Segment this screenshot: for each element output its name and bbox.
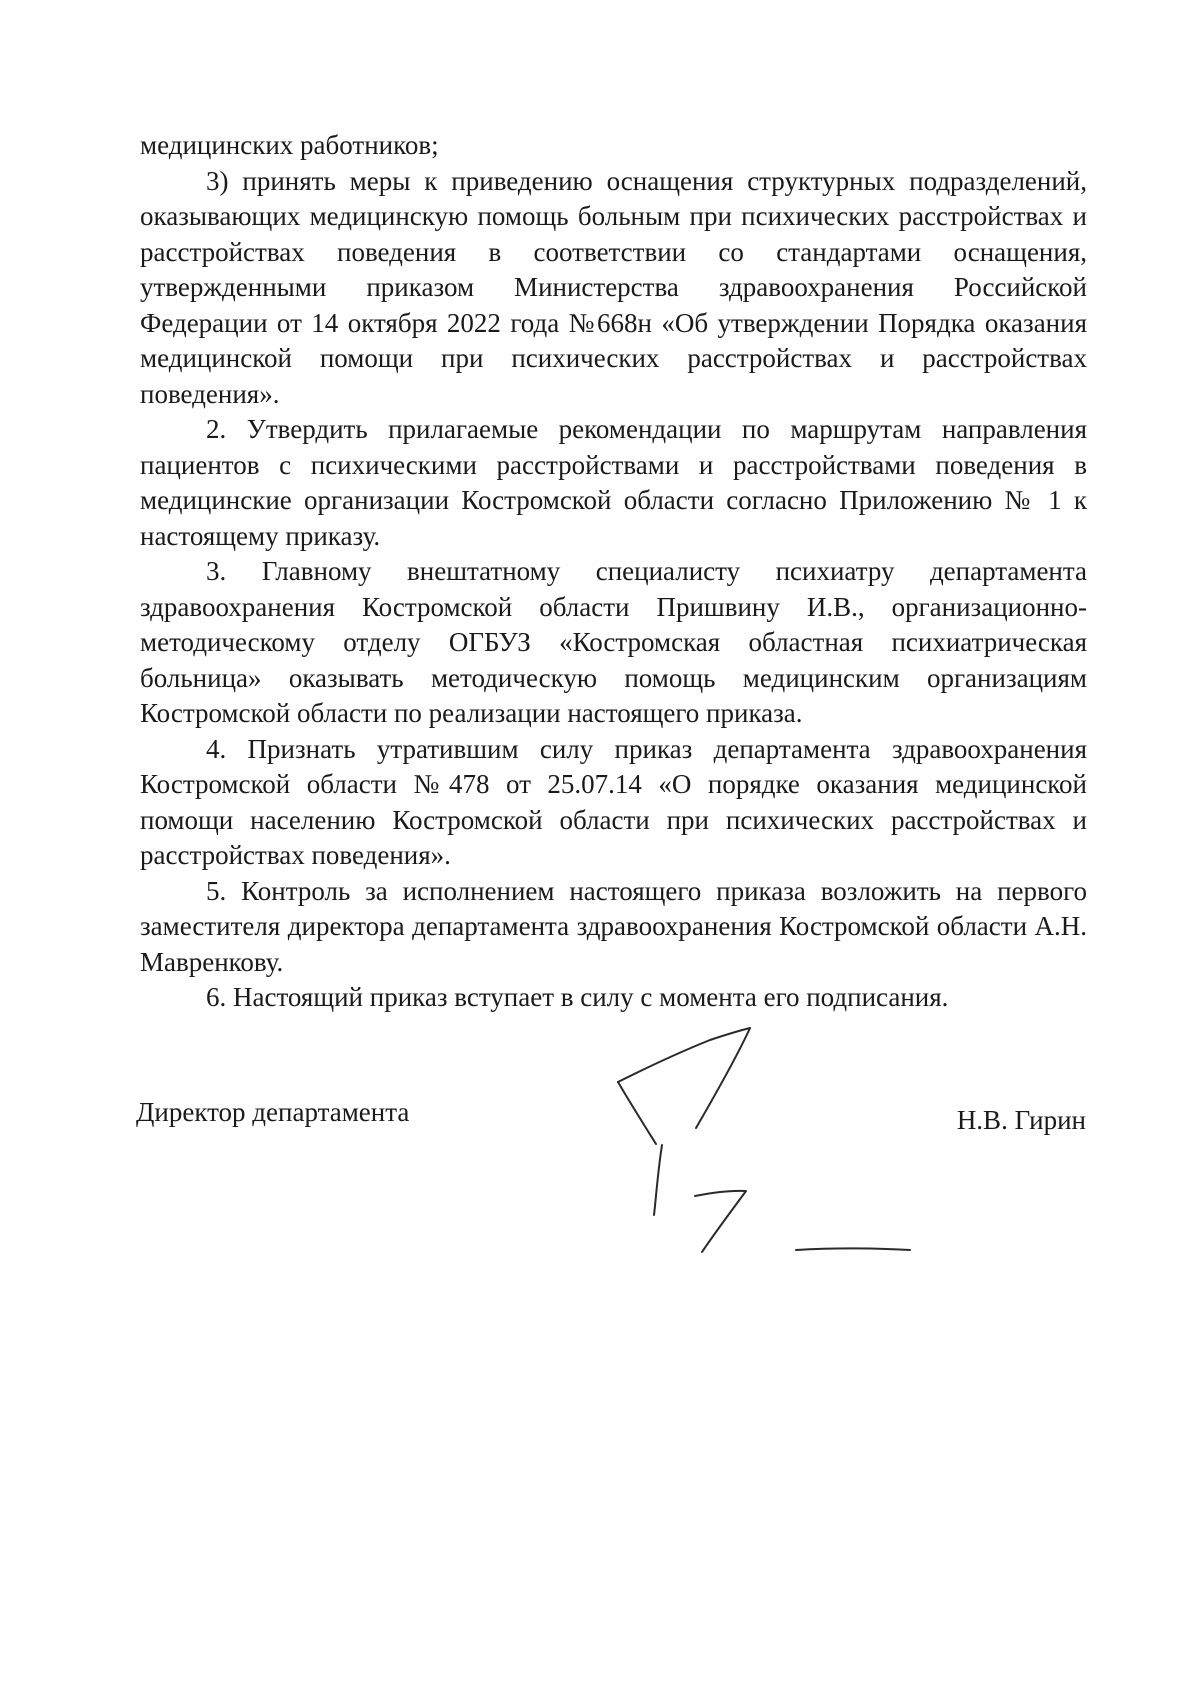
signatory-title: Директор департамента [136,1097,410,1127]
paragraph-continuation: медицинских работников; [140,130,439,160]
signatory-name: Н.В. Гирин [956,1105,1086,1135]
paragraph-item-3: 3) принять меры к приведению оснащения структурных подразделений, оказывающих медицинскую помощь больным при психических расстройствах и расстройствах поведения в соответствии со стандартами оснащения, утвержденными приказом Министерства здравоохранения Российской Федерации от 14 октября 2022 года №668н «Об утверждении Порядка оказания медицинской помощи при психических расстройствах и расстройствах поведения». [140,165,1087,409]
paragraph-point-5: 5. Контроль за исполнением настоящего приказа возложить на первого заместителя директора департамента здравоохранения Костромской области А.Н. Мавренкову. [140,875,1087,977]
document-body [140,128,1087,1016]
handwritten-signature-icon [610,1010,950,1260]
paragraph-point-2: 2. Утвердить прилагаемые рекомендации по маршрутам направления пациентов с психическими расстройствами и расстройствами поведения в медицинские организации Костромской области согласно Приложению № 1 к настоящему приказу. [140,414,1087,551]
paragraph-point-3: 3. Главному внештатному специалисту психиатру департамента здравоохранения Костромской области Пришвину И.В., организационно-методическому отделу ОГБУЗ «Костромская областная психиатрическая больница» оказывать методическую помощь медицинским организациям Костромской области по реализации настоящего приказа. [140,556,1087,728]
paragraph-point-4: 4. Признать утратившим силу приказ департамента здравоохранения Костромской области №478 от 25.07.14 «О порядке оказания медицинской помощи населению Костромской области при психических расстройствах и расстройствах поведения». [140,733,1087,870]
paragraph-point-6: 6. Настоящий приказ вступает в силу с момента его подписания. [206,982,949,1012]
